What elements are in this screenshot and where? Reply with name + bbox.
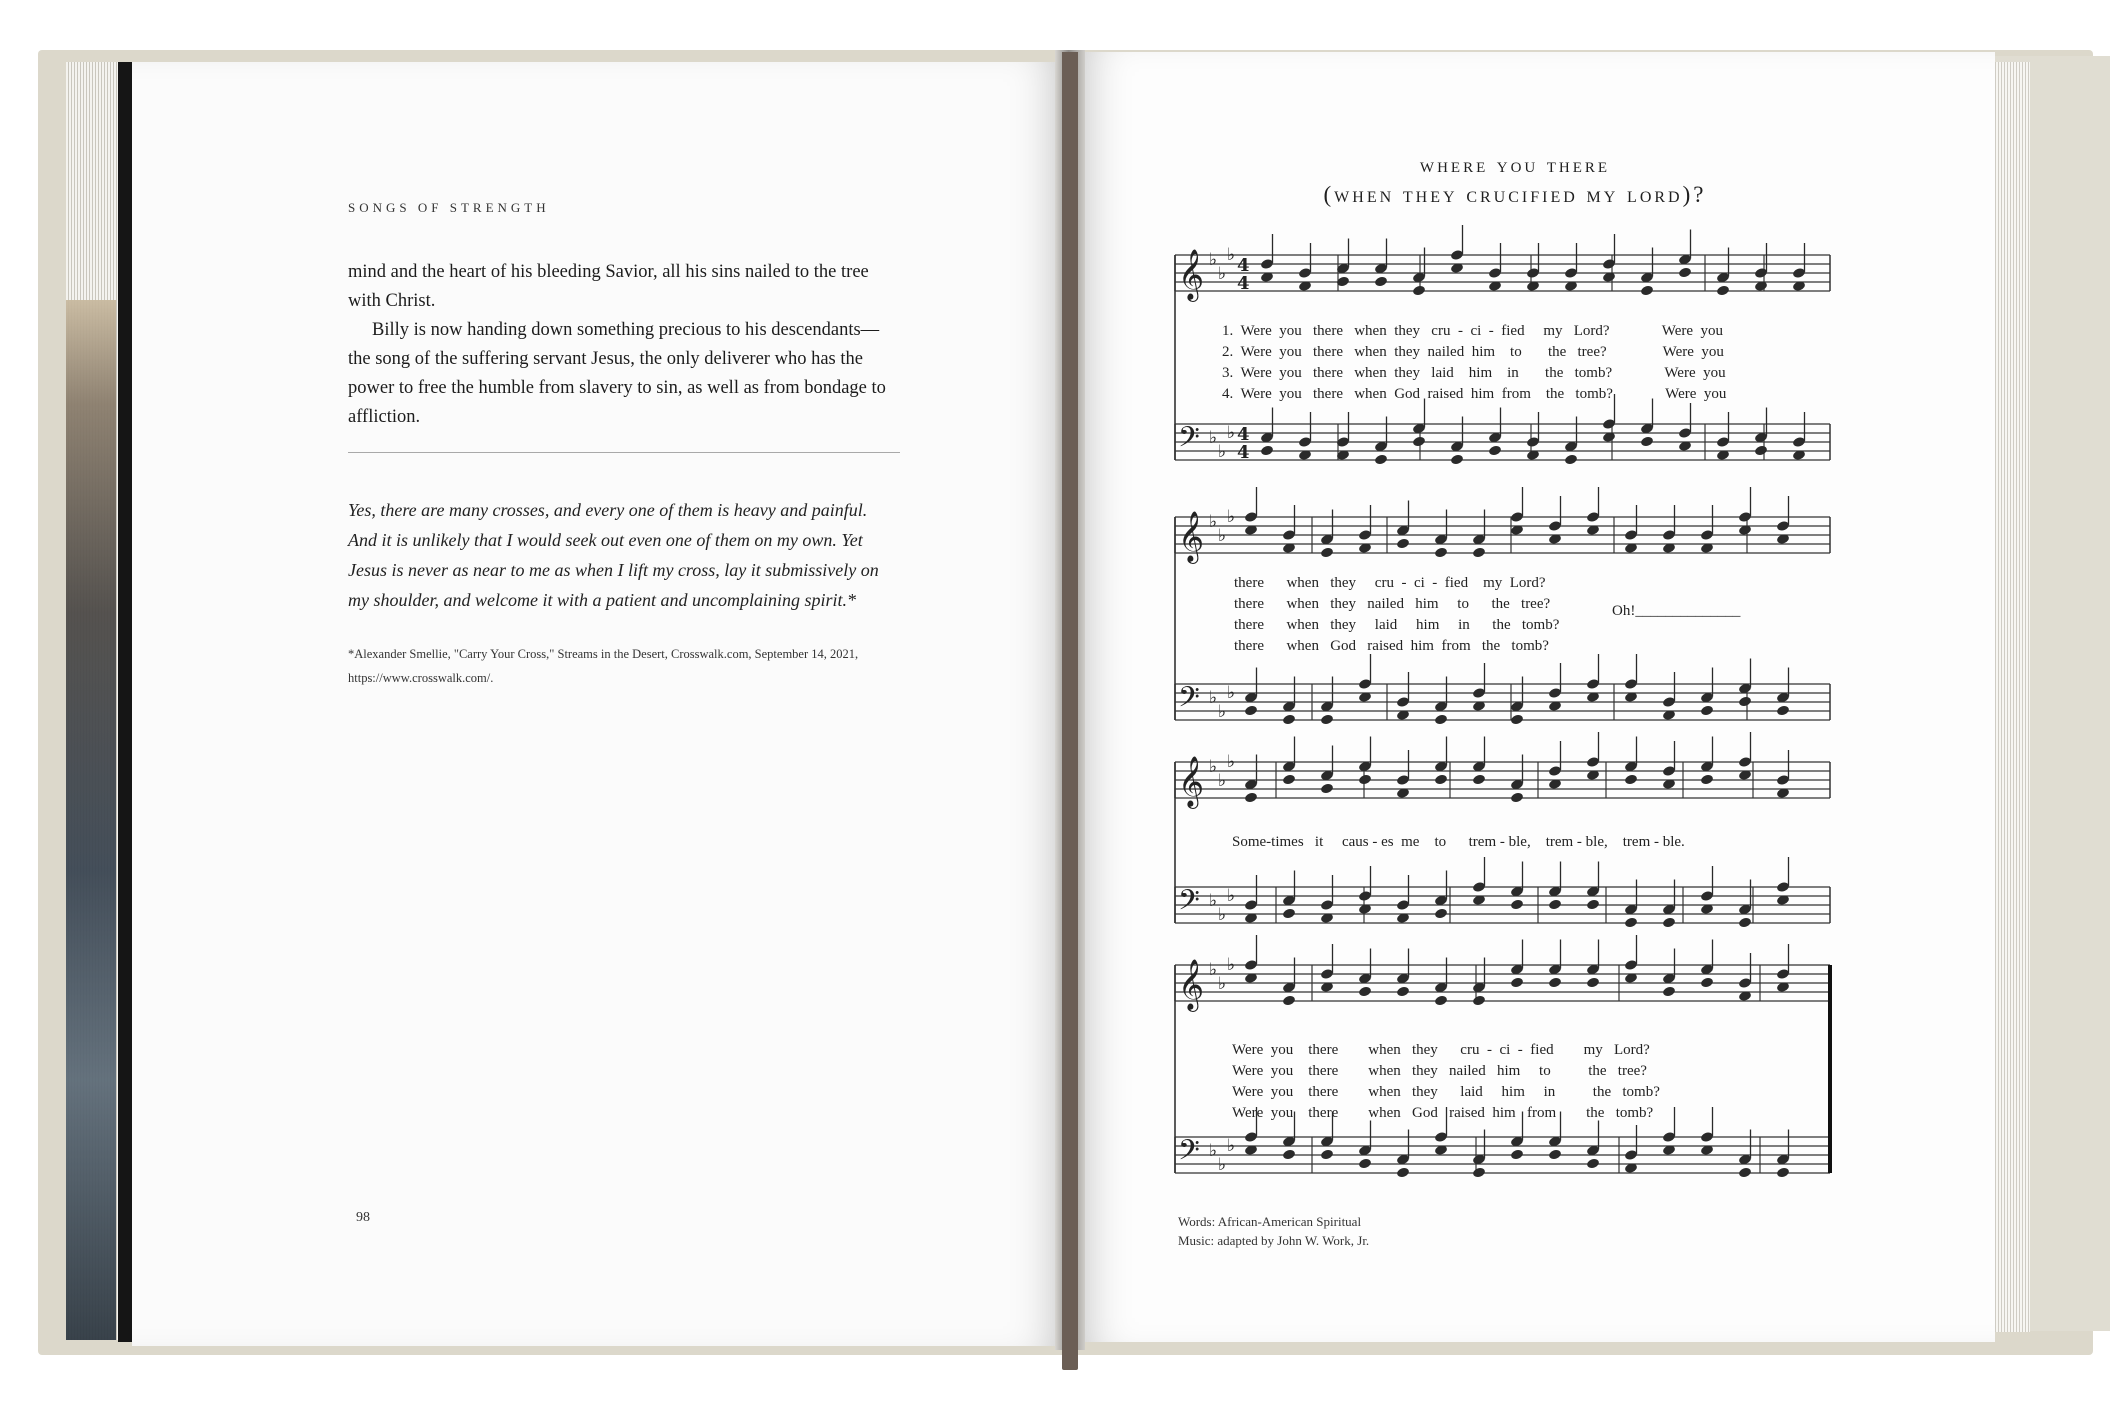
key-signature-flat: ♭ [1227,1136,1236,1156]
hymn-title-line-2: (when they crucified my lord)? [1323,182,1707,207]
bass-clef: 𝄢 [1178,421,1200,461]
key-signature-flat: ♭ [1218,526,1227,546]
oh-lyric: Oh!______________ [1612,603,1741,619]
verse-3-line: 3. Were you there when they laid him in the tomb? Were you [1222,365,1726,381]
page-edge-dark [118,62,132,1342]
key-signature-flat: ♭ [1209,512,1218,532]
key-signature-flat: ♭ [1227,683,1236,703]
key-signature-flat: ♭ [1227,507,1236,527]
paragraph-2: Billy is now handing down something precious to his descendants—the song of the suffering servant Jesus, the only deliverer who has the power to free the humble from slavery to sin, as well as from bondage to affliction. [348,320,886,427]
key-signature-flat: ♭ [1218,702,1227,722]
key-signature-flat: ♭ [1218,905,1227,925]
hymn-credits [1178,1212,1369,1250]
key-signature-flat: ♭ [1227,423,1236,443]
system-3-lyrics: Some-times it caus - es me to trem - ble, trem - ble, trem - ble. [1232,834,1685,850]
bass-clef: 𝄢 [1178,884,1200,924]
key-signature-flat: ♭ [1209,757,1218,777]
paragraph-1: mind and the heart of his bleeding Savior, all his sins nailed to the tree with Christ. [348,262,869,311]
treble-clef: 𝄞 [1178,249,1205,300]
system-1-lyrics [1222,321,1726,405]
time-signature: 4 [1237,424,1250,445]
treble-clef: 𝄞 [1178,511,1205,562]
verse-1-line: there when they cru - ci - fied my Lord? [1234,575,1546,591]
key-signature-flat: ♭ [1218,442,1227,462]
section-divider [348,452,900,453]
system-4-lyrics [1232,1040,1660,1124]
photo-page-edge [66,300,116,1340]
verse-2-line: 2. Were you there when they nailed him to the tree? Were you [1222,344,1724,360]
right-page [1075,52,1995,1342]
key-signature-flat: ♭ [1209,688,1218,708]
hymn-title-line-1: where you there [1419,152,1611,177]
key-signature-flat: ♭ [1218,771,1227,791]
running-head: SONGS OF STRENGTH [348,200,550,215]
page-edges-right [1990,62,2030,1332]
left-page [132,62,1067,1346]
bass-clef: 𝄢 [1178,1134,1200,1174]
time-signature: 4 [1237,255,1250,276]
key-signature-flat: ♭ [1227,886,1236,906]
key-signature-flat: ♭ [1209,428,1218,448]
body-text [348,258,900,432]
time-signature: 4 [1237,273,1250,294]
verse-1-line: Were you there when they cru - ci - fied my Lord? [1232,1042,1650,1058]
verse-1-line: 1. Were you there when they cru - ci - fied my Lord? Were you [1222,323,1724,339]
key-signature-flat: ♭ [1227,955,1236,975]
verse-2-line: Were you there when they nailed him to the tree? [1232,1063,1647,1079]
key-signature-flat: ♭ [1227,245,1236,265]
key-signature-flat: ♭ [1218,1155,1227,1175]
footnote: *Alexander Smellie, "Carry Your Cross," Streams in the Desert, Crosswalk.com, September 14, 2021, https://www.crosswalk.com/. [348,647,859,685]
verse-4-line: Were you there when God raised him from the tomb? [1232,1105,1654,1121]
time-signature: 4 [1237,442,1250,463]
bass-clef: 𝄢 [1178,681,1200,721]
verse-2-line: there when they nailed him to the tree? [1234,596,1551,612]
verse-3-line: Were you there when they laid him in the tomb? [1232,1084,1660,1100]
credit-music: Music: adapted by John W. Work, Jr. [1178,1233,1370,1248]
verse-3-line: there when they laid him in the tomb? [1234,617,1560,633]
key-signature-flat: ♭ [1218,974,1227,994]
hymn-title [1175,150,1855,210]
ribbon-bookmark[interactable] [1062,52,1078,1370]
verse-4-line: 4. Were you there when God raised him from the tomb? Were you [1222,386,1727,402]
system-2-lyrics [1234,573,1559,657]
key-signature-flat: ♭ [1209,1141,1218,1161]
verse-4-line: there when God raised him from the tomb? [1234,638,1549,654]
page-number: 98 [356,1210,370,1225]
key-signature-flat: ♭ [1209,891,1218,911]
treble-clef: 𝄞 [1178,959,1205,1010]
key-signature-flat: ♭ [1209,250,1218,270]
treble-clef: 𝄞 [1178,756,1205,807]
key-signature-flat: ♭ [1218,264,1227,284]
block-quote: Yes, there are many crosses, and every one of them is heavy and painful. And it is unlikely that I would seek out even one of them on my own. Yet Jesus is never as near to me as when I lift my cross, lay it submissively on my shoulder, and welcome it with a patient and uncomplaining spirit.* [348,500,879,610]
credit-words: Words: African-American Spiritual [1178,1214,1362,1229]
key-signature-flat: ♭ [1227,752,1236,772]
key-signature-flat: ♭ [1209,960,1218,980]
